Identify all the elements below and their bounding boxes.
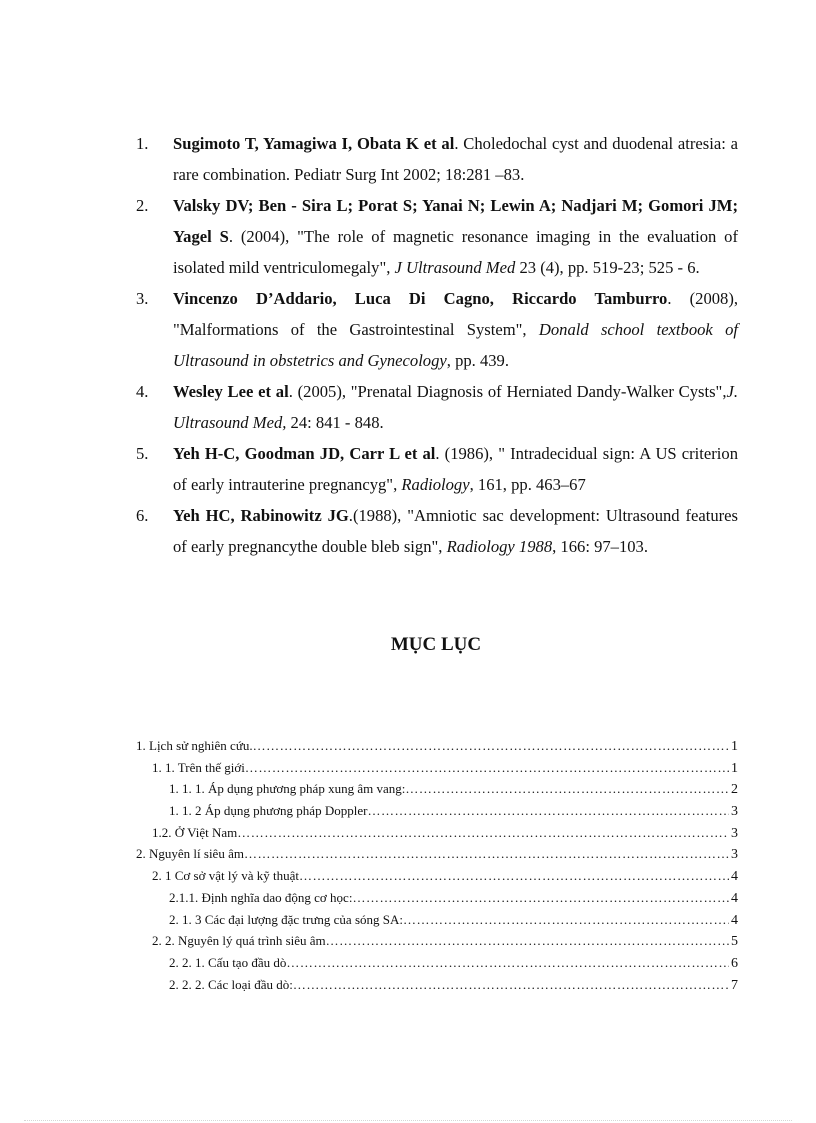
reference-journal: Radiology 1988 [446,537,553,556]
toc-entry[interactable] [136,933,738,955]
reference-item [136,128,738,190]
toc-entry[interactable] [136,781,738,803]
reference-tail: , 161, pp. 463–67 [469,475,586,494]
reference-tail: 24: 841 - 848. [286,413,384,432]
toc-leader [245,760,729,776]
reference-authors: Sugimoto T, Yamagiwa I, Obata K et al [173,134,455,153]
toc-entry-label: 2. 1. 3 Các đại lượng đặc trưng của sóng SA: [169,911,403,927]
reference-number: 6. [136,506,149,525]
toc-entry[interactable] [136,868,738,890]
toc-entry[interactable] [136,803,738,825]
reference-details: . (2008), "Malformations of the Gastrointestinal System", [173,289,739,339]
toc-entry[interactable] [136,912,738,934]
reference-journal: Radiology [401,475,470,494]
toc-entry-label: 1.2. Ở Việt Nam [152,824,238,840]
reference-number: 1. [136,134,149,153]
toc-entry-label: 2. 2. 1. Cấu tạo đầu dò [169,954,287,970]
toc-entry[interactable] [136,846,738,868]
reference-authors: Yeh HC, Rabinowitz JG [173,506,349,525]
reference-tail: , pp. 439. [446,351,509,370]
reference-tail: 23 (4), pp. 519-23; 525 - 6. [515,258,700,277]
reference-details: .(1988), "Amniotic sac development: Ultrasound features of early pregnancythe double bleb sign", [173,506,738,556]
toc-entry-label: 1. Lịch sử nghiên cứu. [136,738,253,753]
reference-tail: , 166: 97–103. [552,537,649,556]
toc-leader [244,846,729,862]
reference-details: . (1986), " Intradecidual sign: A US criterion of early intrauterine pregnancyg", [173,444,738,494]
reference-authors: Vincenzo D’Addario, Luca Di Cagno, Riccardo Tamburro [173,289,668,308]
reference-details: . (2004), "The role of magnetic resonance imaging in the evaluation of isolated mild ventriculomegaly", [173,227,739,277]
toc-entry-label: 1. 1. 1. Áp dụng phương pháp xung âm vang: [169,781,406,797]
table-of-contents [136,738,738,998]
reference-authors: Valsky DV; Ben - Sira L; Porat S; Yanai N; Lewin A; Nadjari M; Gomori JM; Yagel S [173,196,738,246]
reference-number: 3. [136,289,149,308]
reference-journal: J Ultrasound Med [394,258,516,277]
toc-entry[interactable] [136,738,738,760]
toc-entry-label: 2.1.1. Định nghĩa dao động cơ học: [169,889,353,905]
reference-item [136,438,738,500]
toc-page-number: 2 [731,782,738,798]
toc-title: MỤC LỤC [390,634,482,655]
toc-page-number: 4 [731,869,738,885]
toc-page-number: 3 [731,847,738,863]
toc-entry-label: 2. 2. 2. Các loại đầu dò: [169,976,293,992]
reference-authors: Yeh H-C, Goodman JD, Carr L et al [173,444,436,463]
toc-leader [405,781,729,797]
toc-entry-label: 2. 2. Nguyên lý quá trình siêu âm [152,933,326,949]
reference-details: . Choledochal cyst and duodenal atresia: a rare combination. Pediatr Surg Int 2002; 18:281 –83. [173,134,738,184]
toc-leader [286,955,729,971]
reference-number: 4. [136,382,149,401]
reference-number: 5. [136,444,149,463]
toc-entry-label: 2. 1 Cơ sở vật lý và kỹ thuật [152,868,299,884]
toc-page-number: 4 [731,890,738,906]
toc-entry[interactable] [136,890,738,912]
toc-page-number: 4 [731,912,738,928]
toc-leader [352,890,729,906]
reference-journal: Donald school textbook of Ultrasound in obstetrics and Gynecology [173,320,739,370]
toc-page-number: 7 [731,977,738,993]
toc-page-number: 3 [731,804,738,820]
reference-item [136,283,738,376]
reference-item [136,376,738,438]
reference-item [136,190,738,283]
toc-leader [237,825,729,841]
reference-number: 2. [136,196,149,215]
toc-entry-label: 2. Nguyên lí siêu âm [136,846,244,862]
toc-leader [403,912,729,928]
toc-entry[interactable] [136,977,738,999]
reference-details: . (2005), "Prenatal Diagnosis of Herniated Dandy-Walker Cysts", [288,382,727,401]
toc-entry[interactable] [136,955,738,977]
page-bottom-edge [24,1120,792,1121]
reference-journal: J. Ultrasound Med, [173,382,738,432]
toc-entry[interactable] [136,825,738,847]
toc-page-number: 6 [731,955,738,971]
reference-list [136,128,738,562]
toc-entry-label: 1. 1. Trên thế giới [152,759,245,775]
reference-authors: Wesley Lee et al [173,382,289,401]
toc-leader [253,738,729,754]
toc-page-number: 1 [731,760,738,776]
toc-leader [367,803,729,819]
toc-page-number: 1 [731,739,738,754]
toc-entry-label: 1. 1. 2 Áp dụng phương pháp Doppler [169,803,368,819]
toc-leader [293,977,729,993]
toc-leader [299,868,729,884]
toc-leader [326,933,729,949]
reference-item [136,500,738,562]
toc-page-number: 5 [731,934,738,950]
toc-page-number: 3 [731,825,738,841]
toc-entry[interactable] [136,760,738,782]
